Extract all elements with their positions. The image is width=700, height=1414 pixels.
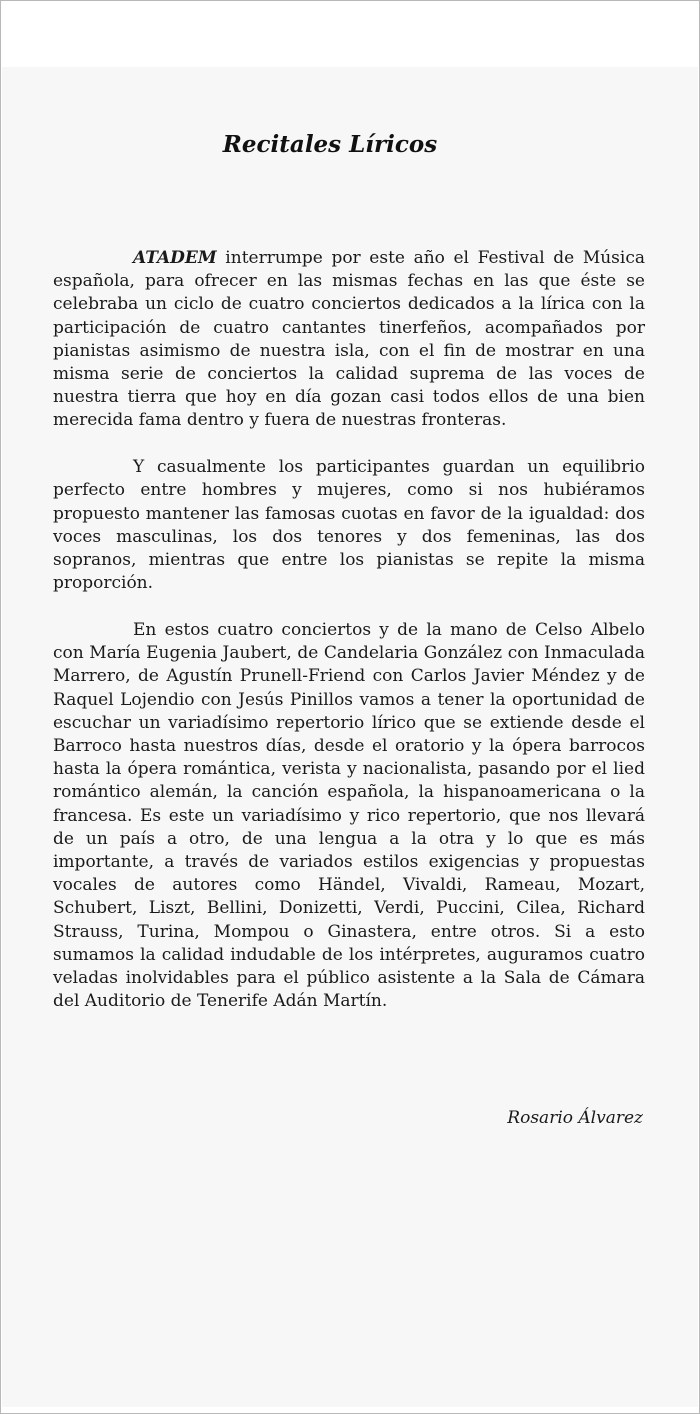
page-title: Recitales Líricos: [222, 131, 438, 158]
paragraph-3: En estos cuatro conciertos y de la mano de Celso Albelo con María Eugenia Jaubert, de Candelaria González con Inmaculada Marrero, de Agustín Prunell-Friend con Carlos Javier Méndez y de Raquel Lojendio con Jesús Pinillos vamos a tener la oportunidad de escuchar un variadísimo repertorio lírico que se extiende desde el Barroco hasta nuestros días, desde el oratorio y la ópera barrocos hasta la ópera romántica, verista y nacionalista, pasando por el lied romántico alemán, la canción española, la hispanoamericana o la francesa. Es este un variadísimo y rico repertorio, que nos llevará de un país a otro, de una lengua a la otra y lo que es más importante, a través de variados estilos exigencias y propuestas vocales de autores como Händel, Vivaldi, Rameau, Mozart, Schubert, Liszt, Bellini, Donizetti, Verdi, Puccini, Cilea, Richard Strauss, Turina, Mompou o Ginastera, entre otros. Si a esto sumamos la calidad indudable de los intérpretes, auguramos cuatro veladas inolvidables para el público asistente a la Sala de Cámara del Auditorio de Tenerife Adán Martín.: [53, 620, 645, 1012]
paragraph-1-text: interrumpe por este año el Festival de Música española, para ofrecer en las mismas fechas en las que éste se celebraba un ciclo de cuatro conciertos dedicados a la lírica con la participación de cuatro cantantes tinerfeños, acompañados por pianistas asimismo de nuestra isla, con el fin de mostrar en una misma serie de conciertos la calidad suprema de las voces de nuestra tierra que hoy en día gozan casi todos ellos de una bien merecida fama dentro y fuera de nuestras fronteras.: [53, 248, 645, 431]
paragraph-2: Y casualmente los participantes guardan un equilibrio perfecto entre hombres y mujeres, como si nos hubiéramos propuesto mantener las famosas cuotas en favor de la igualdad: dos voces masculinas, los dos tenores y dos femeninas, las dos sopranos, mientras que entre los pianistas se repite la misma proporción.: [53, 457, 645, 594]
organization-name: ATADEM: [133, 248, 217, 268]
body-text: [53, 247, 645, 1013]
author-signature: Rosario Álvarez: [507, 1108, 643, 1128]
paragraph-1: [53, 247, 645, 433]
